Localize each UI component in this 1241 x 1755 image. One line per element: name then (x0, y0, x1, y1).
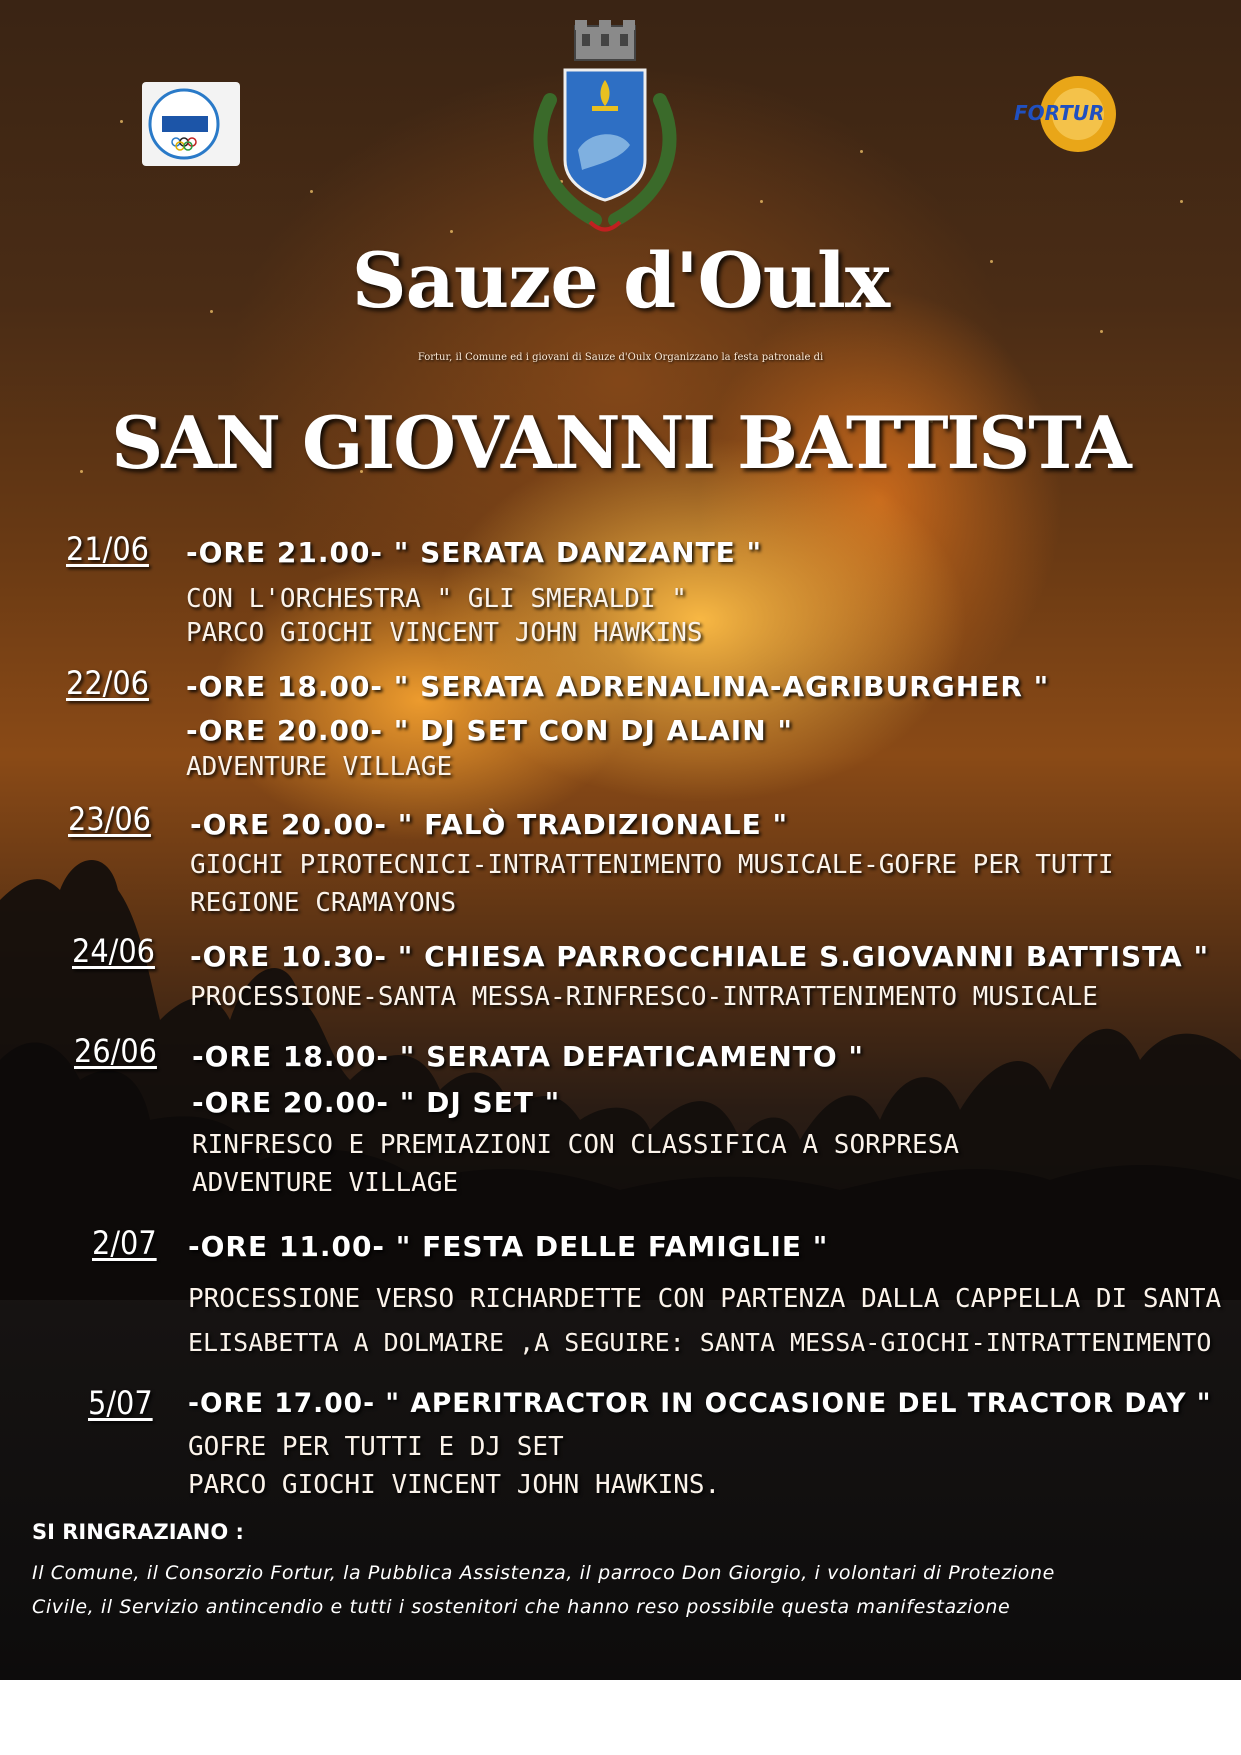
event-date: 24/06 (72, 932, 155, 970)
event-detail: ELISABETTA A DOLMAIRE ,A SEGUIRE: SANTA MESSA-GIOCHI-INTRATTENIMENTO (188, 1328, 1212, 1357)
event-time-title: -ORE 18.00- " SERATA ADRENALINA-AGRIBURGHER " (186, 670, 1050, 703)
event-time-title: -ORE 10.30- " CHIESA PARROCCHIALE S.GIOVANNI BATTISTA " (190, 940, 1210, 973)
event-location: REGIONE CRAMAYONS (190, 888, 457, 918)
event-time-title: -ORE 11.00- " FESTA DELLE FAMIGLIE " (188, 1230, 829, 1263)
event-time-title: -ORE 20.00- " DJ SET " (192, 1086, 561, 1119)
event-location: PARCO GIOCHI VINCENT JOHN HAWKINS (186, 618, 703, 648)
event-date: 22/06 (66, 664, 149, 702)
event-time-title: -ORE 20.00- " FALÒ TRADIZIONALE " (190, 808, 789, 841)
sauze-coat-of-arms (520, 20, 690, 240)
thanks-heading: SI RINGRAZIANO : (32, 1520, 244, 1544)
event-detail: GIOCHI PIROTECNICI-INTRATTENIMENTO MUSICALE-GOFRE PER TUTTI (190, 850, 1114, 880)
organizers-subtitle: Fortur, il Comune ed i giovani di Sauze d'Oulx Organizzano la festa patronale di (417, 352, 824, 363)
event-time-title: -ORE 17.00- " APERITRACTOR IN OCCASIONE DEL TRACTOR DAY " (188, 1388, 1212, 1419)
event-time-title: -ORE 18.00- " SERATA DEFATICAMENTO " (192, 1040, 865, 1073)
event-time-title: -ORE 20.00- " DJ SET CON DJ ALAIN " (186, 714, 793, 747)
svg-text:FORTUR: FORTUR (1014, 101, 1105, 125)
event-date: 23/06 (68, 800, 151, 838)
thanks-text: Il Comune, il Consorzio Fortur, la Pubblica Assistenza, il parroco Don Giorgio, i volontari di Protezione Civile, il Servizio antincendio e tutti i sostenitori che hanno reso possibile questa manifestazione (32, 1562, 1055, 1618)
event-date: 26/06 (74, 1032, 157, 1070)
event-date: 21/06 (66, 530, 149, 568)
crowd-silhouette (0, 760, 1241, 1300)
event-location: PARCO GIOCHI VINCENT JOHN HAWKINS. (188, 1470, 721, 1500)
fortur-logo (1010, 70, 1130, 160)
event-detail: PROCESSIONE VERSO RICHARDETTE CON PARTENZA DALLA CAPPELLA DI SANTA (188, 1284, 1222, 1314)
event-date: 5/07 (88, 1384, 153, 1422)
event-detail: GOFRE PER TUTTI E DJ SET (188, 1432, 564, 1462)
event-location: ADVENTURE VILLAGE (186, 752, 453, 782)
event-detail: RINFRESCO E PREMIAZIONI CON CLASSIFICA A SORPRESA (192, 1130, 960, 1160)
event-detail: PROCESSIONE-SANTA MESSA-RINFRESCO-INTRATTENIMENTO MUSICALE (190, 982, 1098, 1012)
event-date: 2/07 (92, 1224, 157, 1262)
festival-headline: SAN GIOVANNI BATTISTA (111, 400, 1130, 485)
town-title: Sauze d'Oulx (351, 236, 890, 325)
unione-montana-logo (142, 82, 240, 166)
event-location: ADVENTURE VILLAGE (192, 1168, 459, 1198)
event-detail: CON L'ORCHESTRA " GLI SMERALDI " (186, 584, 687, 614)
event-time-title: -ORE 21.00- " SERATA DANZANTE " (186, 536, 763, 569)
